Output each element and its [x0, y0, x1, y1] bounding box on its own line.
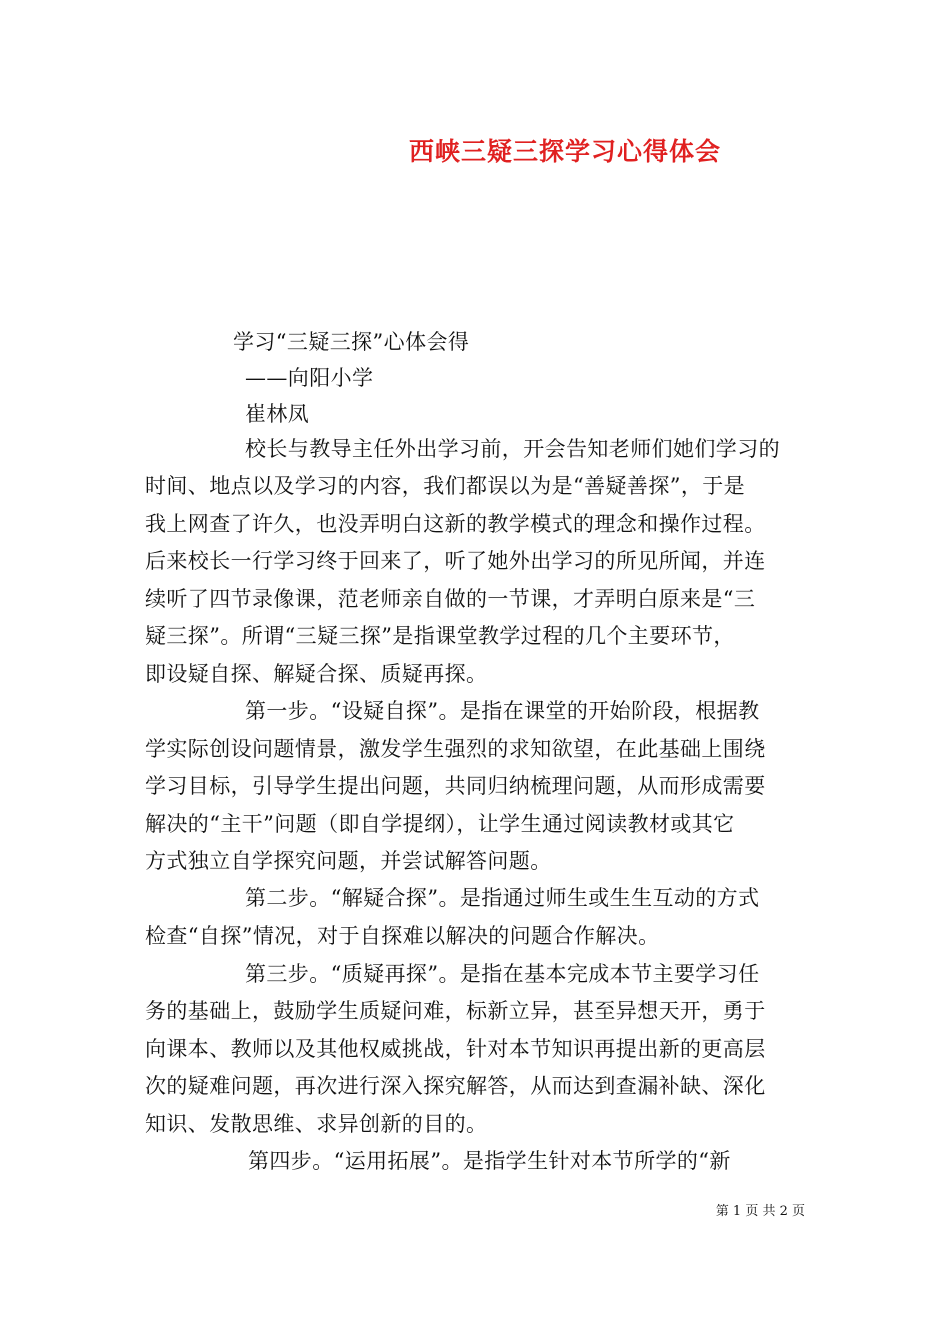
paragraph-2-line-1: 第一步。“设疑自探”。是指在课堂的开始阶段，根据教: [245, 699, 760, 723]
subtitle: 学习“三疑三探”心体会得: [233, 330, 470, 354]
paragraph-4-line-5: 知识、发散思维、求异创新的目的。: [145, 1112, 488, 1136]
paragraph-1-line-7: 即设疑自探、解疑合探、质疑再探。: [145, 662, 488, 686]
paragraph-4-line-2: 务的基础上，鼓励学生质疑问难，标新立异，甚至异想天开，勇于: [145, 999, 766, 1023]
paragraph-4-line-4: 次的疑难问题，再次进行深入探究解答，从而达到查漏补缺、深化: [145, 1074, 766, 1098]
paragraph-3-line-2: 检查“自探”情况，对于自探难以解决的问题合作解决。: [145, 924, 660, 948]
paragraph-4-line-1: 第三步。“质疑再探”。是指在基本完成本节主要学习任: [245, 962, 760, 986]
paragraph-1-line-4: 后来校长一行学习终于回来了，听了她外出学习的所见所闻，并连: [145, 549, 766, 573]
author-name: 崔林凤: [245, 402, 310, 426]
paragraph-4-line-3: 向课本、教师以及其他权威挑战，针对本节知识再提出新的更高层: [145, 1037, 766, 1061]
paragraph-1-line-5: 续听了四节录像课，范老师亲自做的一节课，才弄明白原来是“三: [145, 587, 756, 611]
paragraph-2-line-3: 学习目标，引导学生提出问题，共同归纳梳理问题，从而形成需要: [145, 774, 766, 798]
page-number-footer: 第 1 页 共 2 页: [715, 1204, 805, 1219]
document-title: 西峡三疑三探学习心得体会: [408, 137, 721, 166]
paragraph-3-line-1: 第二步。“解疑合探”。是指通过师生或生生互动的方式: [245, 886, 760, 910]
paragraph-1-line-6: 疑三探”。所谓“三疑三探”是指课堂教学过程的几个主要环节，: [145, 624, 735, 648]
paragraph-1-line-1: 校长与教导主任外出学习前，开会告知老师们她们学习的: [245, 437, 780, 461]
paragraph-2-line-2: 学实际创设问题情景，激发学生强烈的求知欲望，在此基础上围绕: [145, 737, 766, 761]
paragraph-1-line-2: 时间、地点以及学习的内容，我们都误以为是“善疑善探”，于是: [145, 474, 746, 498]
paragraph-1-line-3: 我上网查了许久，也没弄明白这新的教学模式的理念和操作过程。: [145, 512, 766, 536]
paragraph-2-line-4: 解决的“主干”问题（即自学提纲），让学生通过阅读教材或其它: [145, 812, 735, 836]
paragraph-5-line-1: 第四步。“运用拓展”。是指学生针对本节所学的“新: [248, 1149, 731, 1173]
school-name: ——向阳小学: [245, 366, 374, 390]
paragraph-2-line-5: 方式独立自学探究问题，并尝试解答问题。: [145, 849, 552, 873]
